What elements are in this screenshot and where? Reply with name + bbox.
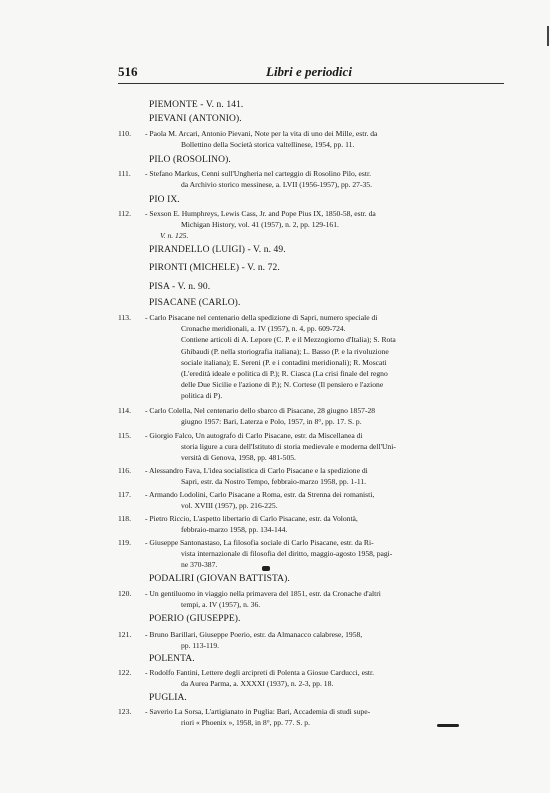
entry-line: - Pietro Riccio, L'aspetto libertario di Carlo Pisacane, estr. da Volontà, xyxy=(145,514,358,523)
entry-line: giugno 1957: Bari, Laterza e Polo, 1957, in 8°, pp. 17. S. p. xyxy=(181,417,362,427)
entry-line: versità di Genova, 1958, pp. 481-505. xyxy=(181,453,296,463)
bibliography-entry xyxy=(118,537,508,571)
entry-line: da Archivio storico messinese, a. LVII (1956-1957), pp. 27-35. xyxy=(181,180,373,190)
entry-line: febbraio-marzo 1958, pp. 134-144. xyxy=(181,525,288,535)
entry-line: ne 370-387. xyxy=(181,560,218,570)
entry-text xyxy=(139,629,508,651)
entry-line: politica di P). xyxy=(181,391,223,401)
bibliography-entry xyxy=(118,312,508,402)
entry-text xyxy=(139,465,508,487)
entry-line: - Giuseppe Santonastaso, La filosofia sociale di Carlo Pisacane, estr. da Ri- xyxy=(145,538,374,547)
subject-heading: PISA - V. n. 90. xyxy=(149,282,211,292)
header-rule xyxy=(118,83,504,84)
entry-line: - Sexson E. Humphreys, Lewis Cass, Jr. and Pope Pius IX, 1850-58, estr. da xyxy=(145,209,376,218)
bibliography-entry xyxy=(118,430,508,464)
entry-line: (L'eredità ideale e politica di P.); R. Ciasca (La crisi finale del regno xyxy=(181,369,388,379)
entry-line: - Un gentiluomo in viaggio nella primavera del 1851, estr. da Cronache d'altri xyxy=(145,589,381,598)
ink-blot xyxy=(262,566,270,571)
entry-number: 123. xyxy=(118,707,132,716)
bibliography-entry xyxy=(118,588,508,610)
entry-line: Bollettino della Società storica valtellinese, 1954, pp. 11. xyxy=(181,140,355,150)
running-title: Libri e periodici xyxy=(266,64,352,79)
entry-number: 122. xyxy=(118,668,132,677)
entry-text xyxy=(139,489,508,511)
subject-heading: PIEMONTE - V. n. 141. xyxy=(149,100,244,110)
entry-line: Ghibaudi (P. nella storiografia italiana); L. Basso (P. e la rivoluzione xyxy=(181,346,389,356)
subject-heading: PIRANDELLO (LUIGI) - V. n. 49. xyxy=(149,245,286,255)
entry-number: 110. xyxy=(118,129,132,138)
entry-text xyxy=(139,128,508,150)
page-number: 516 xyxy=(118,64,138,79)
entry-line: delle Due Sicilie e l'azione di P.); N. Cortese (Il pensiero e l'azione xyxy=(181,380,384,390)
subject-heading: PISACANE (CARLO). xyxy=(149,298,241,308)
entry-line: - Giorgio Falco, Un autografo di Carlo Pisacane, estr. da Miscellanea di xyxy=(145,431,363,440)
bibliography-entry xyxy=(118,128,508,150)
entry-text xyxy=(139,168,508,190)
entry-line: - Carlo Colella, Nel centenario dello sbarco di Pisacane, 28 giugno 1857-28 xyxy=(145,406,376,415)
entry-number: 114. xyxy=(118,406,132,415)
entry-line: da Aurea Parma, a. XXXXI (1937), n. 2-3, pp. 18. xyxy=(181,679,334,689)
subject-heading: PODALIRI (GIOVAN BATTISTA). xyxy=(149,574,290,584)
subject-heading: PILO (ROSOLINO). xyxy=(149,155,231,165)
entry-text xyxy=(139,208,508,230)
entry-number: 113. xyxy=(118,313,132,322)
entry-text xyxy=(139,312,508,402)
entry-line: Cronache meridionali, a. IV (1957), n. 4, pp. 609-724. xyxy=(181,324,346,334)
ink-blot xyxy=(437,724,459,727)
entry-text xyxy=(139,588,508,610)
entry-line: - Carlo Pisacane nel centenario della spedizione di Sapri, numero speciale di xyxy=(145,313,378,322)
entry-line: Sapri, estr. da Nostro Tempo, febbraio-marzo 1958, pp. 1-11. xyxy=(181,477,367,487)
subject-heading: PIEVANI (ANTONIO). xyxy=(149,114,242,124)
subject-heading: POERIO (GIUSEPPE). xyxy=(149,614,241,624)
entry-text xyxy=(139,537,508,571)
entry-number: 119. xyxy=(118,538,132,547)
entry-number: 121. xyxy=(118,630,132,639)
entry-line: tempi, a. IV (1957), n. 36. xyxy=(181,600,261,610)
bibliography-entry xyxy=(118,405,508,427)
entry-number: 117. xyxy=(118,490,132,499)
subject-heading: PIO IX. xyxy=(149,195,180,205)
bibliography-entry xyxy=(118,168,508,190)
entry-number: 111. xyxy=(118,169,131,178)
entry-line: - Armando Lodolini, Carlo Pisacane a Roma, estr. da Strenna dei romanisti, xyxy=(145,490,375,499)
entry-text xyxy=(139,513,508,535)
subject-heading: POLENTA. xyxy=(149,654,195,664)
entry-line: Contiene articoli di A. Lepore (C. P. e il Mezzogiorno d'Italia); S. Rota xyxy=(181,335,396,345)
cross-reference: V. n. 125. xyxy=(160,231,189,240)
bibliography-entry xyxy=(118,667,508,689)
bibliography-entry xyxy=(118,513,508,535)
entry-number: 116. xyxy=(118,466,132,475)
bibliography-entry xyxy=(118,629,508,651)
entry-text xyxy=(139,405,508,427)
entry-line: storia ligure a cura dell'Istituto di storia medievale e moderna dell'Uni- xyxy=(181,442,396,452)
entry-text xyxy=(139,667,508,689)
entry-number: 115. xyxy=(118,431,132,440)
entry-number: 120. xyxy=(118,589,132,598)
subject-heading: PIRONTI (MICHELE) - V. n. 72. xyxy=(149,263,280,273)
entry-number: 112. xyxy=(118,209,132,218)
entry-line: pp. 113-119. xyxy=(181,641,220,651)
entry-text xyxy=(139,430,508,464)
entry-line: vista internazionale di filosofia del diritto, maggio-agosto 1958, pagi- xyxy=(181,549,393,559)
margin-mark xyxy=(547,26,549,46)
entry-line: - Alessandro Fava, L'idea socialistica di Carlo Pisacane e la spedizione di xyxy=(145,466,368,475)
bibliography-entry xyxy=(118,465,508,487)
entry-line: riori « Phoenix », 1958, in 8°, pp. 77. S. p. xyxy=(181,718,310,728)
entry-number: 118. xyxy=(118,514,132,523)
entry-line: Michigan History, vol. 41 (1957), n. 2, pp. 129-161. xyxy=(181,220,339,230)
entry-line: - Bruno Barillari, Giuseppe Poerio, estr. da Almanacco calabrese, 1958, xyxy=(145,630,363,639)
entry-line: - Stefano Markus, Cenni sull'Ungheria nel carteggio di Rosolino Pilo, estr. xyxy=(145,169,371,178)
entry-line: sociale italiana); E. Sereni (P. e i contadini meridionali); R. Moscati xyxy=(181,357,387,367)
entry-line: vol. XVIII (1957), pp. 216-225. xyxy=(181,501,278,511)
subject-heading: PUGLIA. xyxy=(149,693,187,703)
bibliography-entry xyxy=(118,489,508,511)
entry-line: - Rodolfo Fantini, Lettere degli arcipreti di Polenta a Giosue Carducci, estr. xyxy=(145,668,375,677)
bibliography-entry xyxy=(118,208,508,230)
entry-line: - Paola M. Arcari, Antonio Pievani, Note per la vita di uno dei Mille, estr. da xyxy=(145,129,378,138)
entry-line: - Saverio La Sorsa, L'artigianato in Puglia: Bari, Accademia di studi supe- xyxy=(145,707,371,716)
